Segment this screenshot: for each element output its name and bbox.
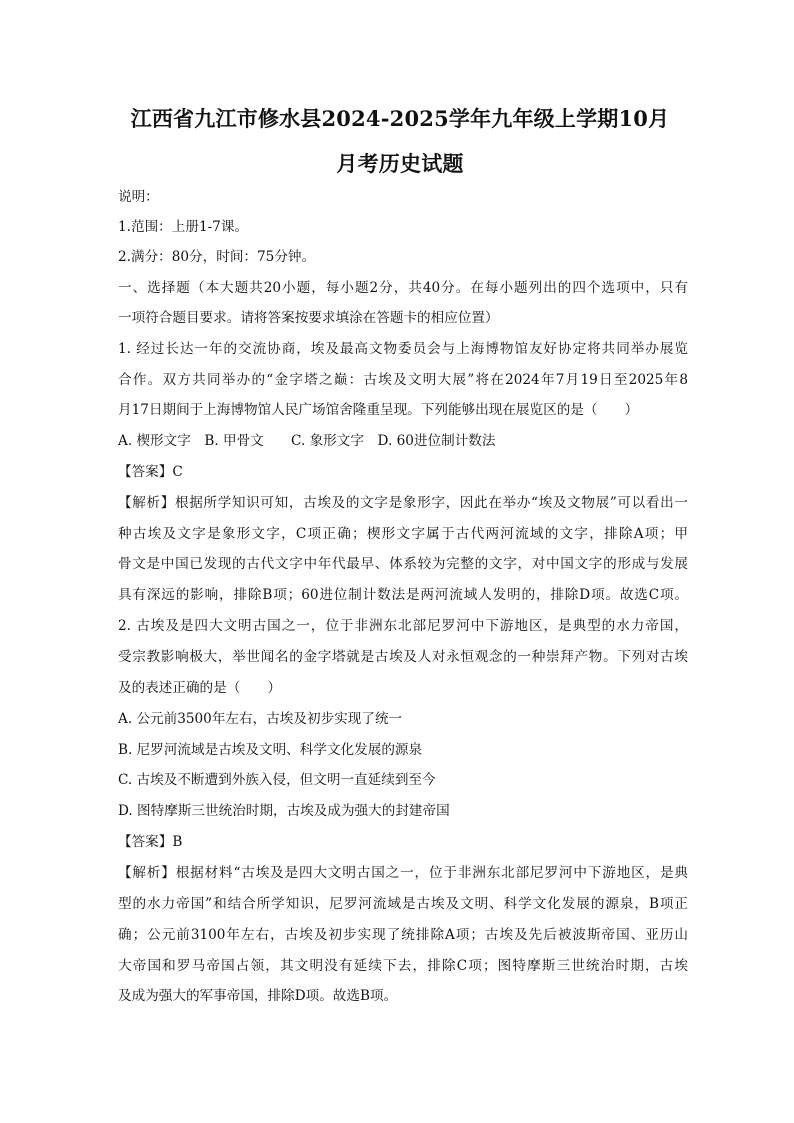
section-heading-line1: 一、选择题（本大题共20小题，每小题2分，共40分。在每小题列出的四个选项中，只有 [118, 280, 688, 296]
q2-answer: 【答案】B [118, 834, 183, 850]
page-title-line2: 月考历史试题 [336, 151, 464, 176]
notes-item-2: 2.满分：80分，时间：75分钟。 [118, 249, 316, 265]
q1-stem-line2: 合作。双方共同举办的“金字塔之巅：古埃及文明大展”将在2024年7月19日至2025年8 [118, 372, 688, 388]
page-title-line1: 江西省九江市修水县2024-2025学年九年级上学期10月 [130, 106, 670, 131]
q2-analysis-line4: 大帝国和罗马帝国占领，其文明没有延续下去，排除C项；图特摩斯三世统治时期，古埃 [118, 958, 688, 974]
q1-stem-line3: 月17日期间于上海博物馆人民广场馆舍隆重呈现。下列能够出现在展览区的是（ ） [118, 402, 639, 418]
q2-option-b: B. 尼罗河流域是古埃及文明、科学文化发展的源泉 [118, 742, 423, 758]
q2-analysis-line5: 及成为强大的军事帝国，排除D项。故选B项。 [118, 988, 398, 1004]
q2-option-d: D. 图特摩斯三世统治时期，古埃及成为强大的封建帝国 [118, 803, 450, 819]
section-heading-line2: 一项符合题目要求。请将答案按要求填涂在答题卡的相应位置） [118, 310, 499, 326]
q2-stem-line3: 及的表述正确的是（ ） [118, 680, 282, 696]
q1-analysis-line1: 【解析】根据所学知识可知，古埃及的文字是象形字，因此在举办“埃及文物展”可以看出一 [118, 495, 688, 511]
q1-analysis-line3: 骨文是中国已发现的古代文字中年代最早、体系较为完整的文字，对中国文字的形成与发展 [118, 556, 688, 572]
q1-options: A. 楔形文字 B. 甲骨文 C. 象形文字 D. 60进位制计数法 [118, 433, 496, 449]
q2-analysis-line3: 确；公元前3100年左右，古埃及初步实现了统排除A项；古埃及先后被波斯帝国、亚历山 [118, 927, 688, 943]
q2-stem-line2: 受宗教影响极大，举世闻名的金字塔就是古埃及人对永恒观念的一种崇拜产物。下列对古埃 [118, 649, 688, 665]
q2-analysis-line1: 【解析】根据材料“古埃及是四大文明古国之一，位于非洲东北部尼罗河中下游地区，是典 [118, 865, 688, 881]
q1-answer: 【答案】C [118, 464, 183, 480]
q2-option-a: A. 公元前3500年左右，古埃及初步实现了统一 [118, 711, 403, 727]
notes-label: 说明： [118, 189, 159, 205]
q1-analysis-line2: 种古埃及文字是象形文字，C项正确；楔形文字属于古代两河流域的文字，排除A项；甲 [118, 526, 688, 542]
notes-item-1: 1.范围：上册1-7课。 [118, 219, 249, 235]
q1-analysis-line4: 具有深远的影响，排除B项；60进位制计数法是两河流域人发明的，排除D项。故选C项。 [118, 587, 688, 603]
q2-option-c: C. 古埃及不断遭到外族入侵，但文明一直延续到至今 [118, 772, 436, 788]
q1-stem-line1: 1. 经过长达一年的交流协商，埃及最高文物委员会与上海博物馆友好协定将共同举办展览 [118, 341, 688, 357]
q2-stem-line1: 2. 古埃及是四大文明古国之一，位于非洲东北部尼罗河中下游地区，是典型的水力帝国， [118, 618, 688, 634]
q2-analysis-line2: 型的水力帝国”和结合所学知识，尼罗河流域是古埃及文明、科学文化发展的源泉，B项正 [118, 896, 688, 912]
